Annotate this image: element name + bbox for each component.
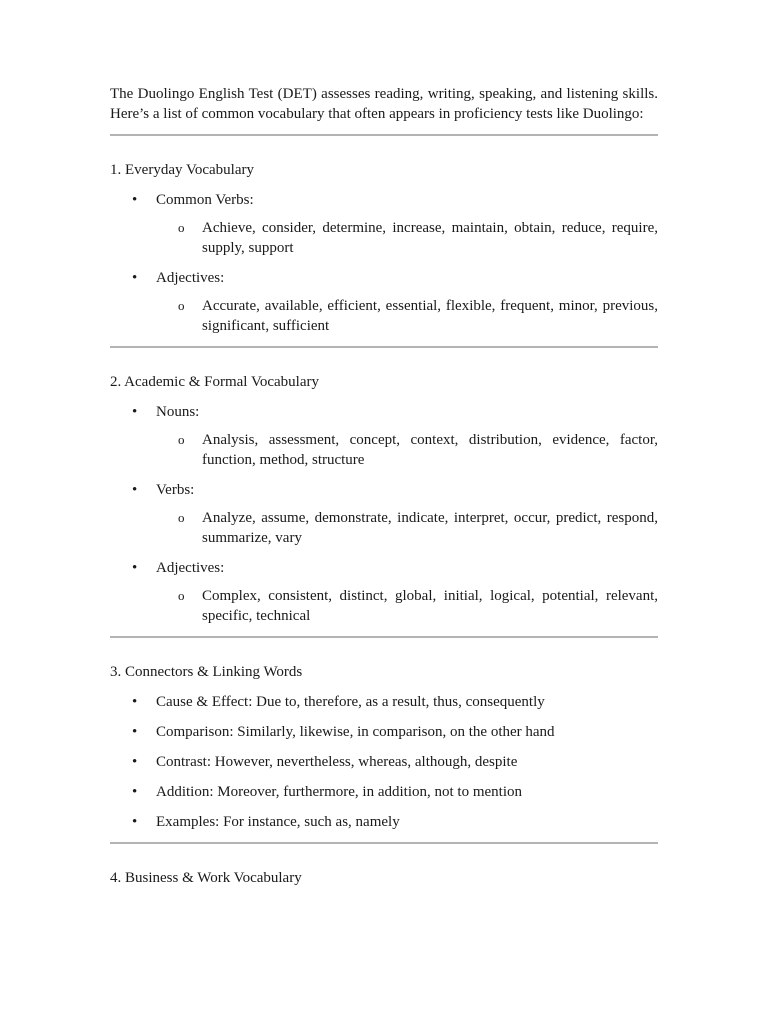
list-item <box>110 722 658 742</box>
list-item-label: Adjectives: <box>156 270 225 286</box>
list-item-label: Examples: For instance, such as, namely <box>156 814 400 830</box>
list-item <box>110 268 658 336</box>
circle-bullet-icon: o <box>178 588 185 603</box>
list-item-label: Comparison: Similarly, likewise, in comparison, on the other hand <box>156 724 555 740</box>
list-item-label: Common Verbs: <box>156 192 254 208</box>
list-item <box>110 480 658 548</box>
intro-paragraph: The Duolingo English Test (DET) assesses reading, writing, speaking, and listening skills. Here’s a list of common vocabulary that often appears in proficiency tests like Duolingo: <box>110 86 658 122</box>
sub-bullet-list <box>156 430 658 470</box>
sub-bullet-list <box>156 296 658 336</box>
document-content <box>110 84 658 888</box>
section-business-work-vocabulary <box>110 868 658 888</box>
circle-bullet-icon: o <box>178 432 185 447</box>
section-divider <box>110 346 658 348</box>
section-title: 1. Everyday Vocabulary <box>110 162 254 178</box>
bullet-icon: • <box>132 694 138 710</box>
list-item <box>110 782 658 802</box>
bullet-list <box>110 692 658 832</box>
sub-list-item-text: Achieve, consider, determine, increase, maintain, obtain, reduce, require, supply, support <box>202 220 658 256</box>
list-item <box>110 190 658 258</box>
bullet-icon: • <box>132 814 138 830</box>
bullet-icon: • <box>132 192 138 208</box>
section-divider <box>110 842 658 844</box>
bullet-icon: • <box>132 270 138 286</box>
list-item-label: Verbs: <box>156 482 195 498</box>
sub-list-item <box>156 296 658 336</box>
circle-bullet-icon: o <box>178 220 185 235</box>
circle-bullet-icon: o <box>178 298 185 313</box>
sub-list-item-text: Accurate, available, efficient, essential, flexible, frequent, minor, previous, significant, sufficient <box>202 298 658 334</box>
section-title: 4. Business & Work Vocabulary <box>110 870 302 886</box>
bullet-icon: • <box>132 784 138 800</box>
list-item <box>110 752 658 772</box>
circle-bullet-icon: o <box>178 510 185 525</box>
sub-list-item-text: Complex, consistent, distinct, global, initial, logical, potential, relevant, specific, technical <box>202 588 658 624</box>
list-item-label: Cause & Effect: Due to, therefore, as a result, thus, consequently <box>156 694 545 710</box>
list-item-label: Contrast: However, nevertheless, whereas, although, despite <box>156 754 518 770</box>
bullet-list <box>110 190 658 336</box>
sub-list-item-text: Analysis, assessment, concept, context, distribution, evidence, factor, function, method, structure <box>202 432 658 468</box>
sub-list-item-text: Analyze, assume, demonstrate, indicate, interpret, occur, predict, respond, summarize, vary <box>202 510 658 546</box>
sub-list-item <box>156 508 658 548</box>
bullet-list <box>110 402 658 626</box>
list-item <box>110 692 658 712</box>
section-connectors-linking-words <box>110 662 658 832</box>
bullet-icon: • <box>132 404 138 420</box>
section-title: 3. Connectors & Linking Words <box>110 664 303 680</box>
sub-list-item <box>156 218 658 258</box>
list-item <box>110 402 658 470</box>
bullet-icon: • <box>132 754 138 770</box>
bullet-icon: • <box>132 560 138 576</box>
sub-bullet-list <box>156 586 658 626</box>
section-everyday-vocabulary <box>110 160 658 336</box>
sub-list-item <box>156 586 658 626</box>
bullet-icon: • <box>132 482 138 498</box>
sub-bullet-list <box>156 508 658 548</box>
list-item-label: Nouns: <box>156 404 200 420</box>
bullet-icon: • <box>132 724 138 740</box>
sub-bullet-list <box>156 218 658 258</box>
list-item <box>110 558 658 626</box>
list-item-label: Addition: Moreover, furthermore, in addition, not to mention <box>156 784 522 800</box>
section-title: 2. Academic & Formal Vocabulary <box>110 374 319 390</box>
section-academic-formal-vocabulary <box>110 372 658 626</box>
list-item <box>110 812 658 832</box>
section-divider <box>110 134 658 136</box>
sub-list-item <box>156 430 658 470</box>
list-item-label: Adjectives: <box>156 560 225 576</box>
section-divider <box>110 636 658 638</box>
